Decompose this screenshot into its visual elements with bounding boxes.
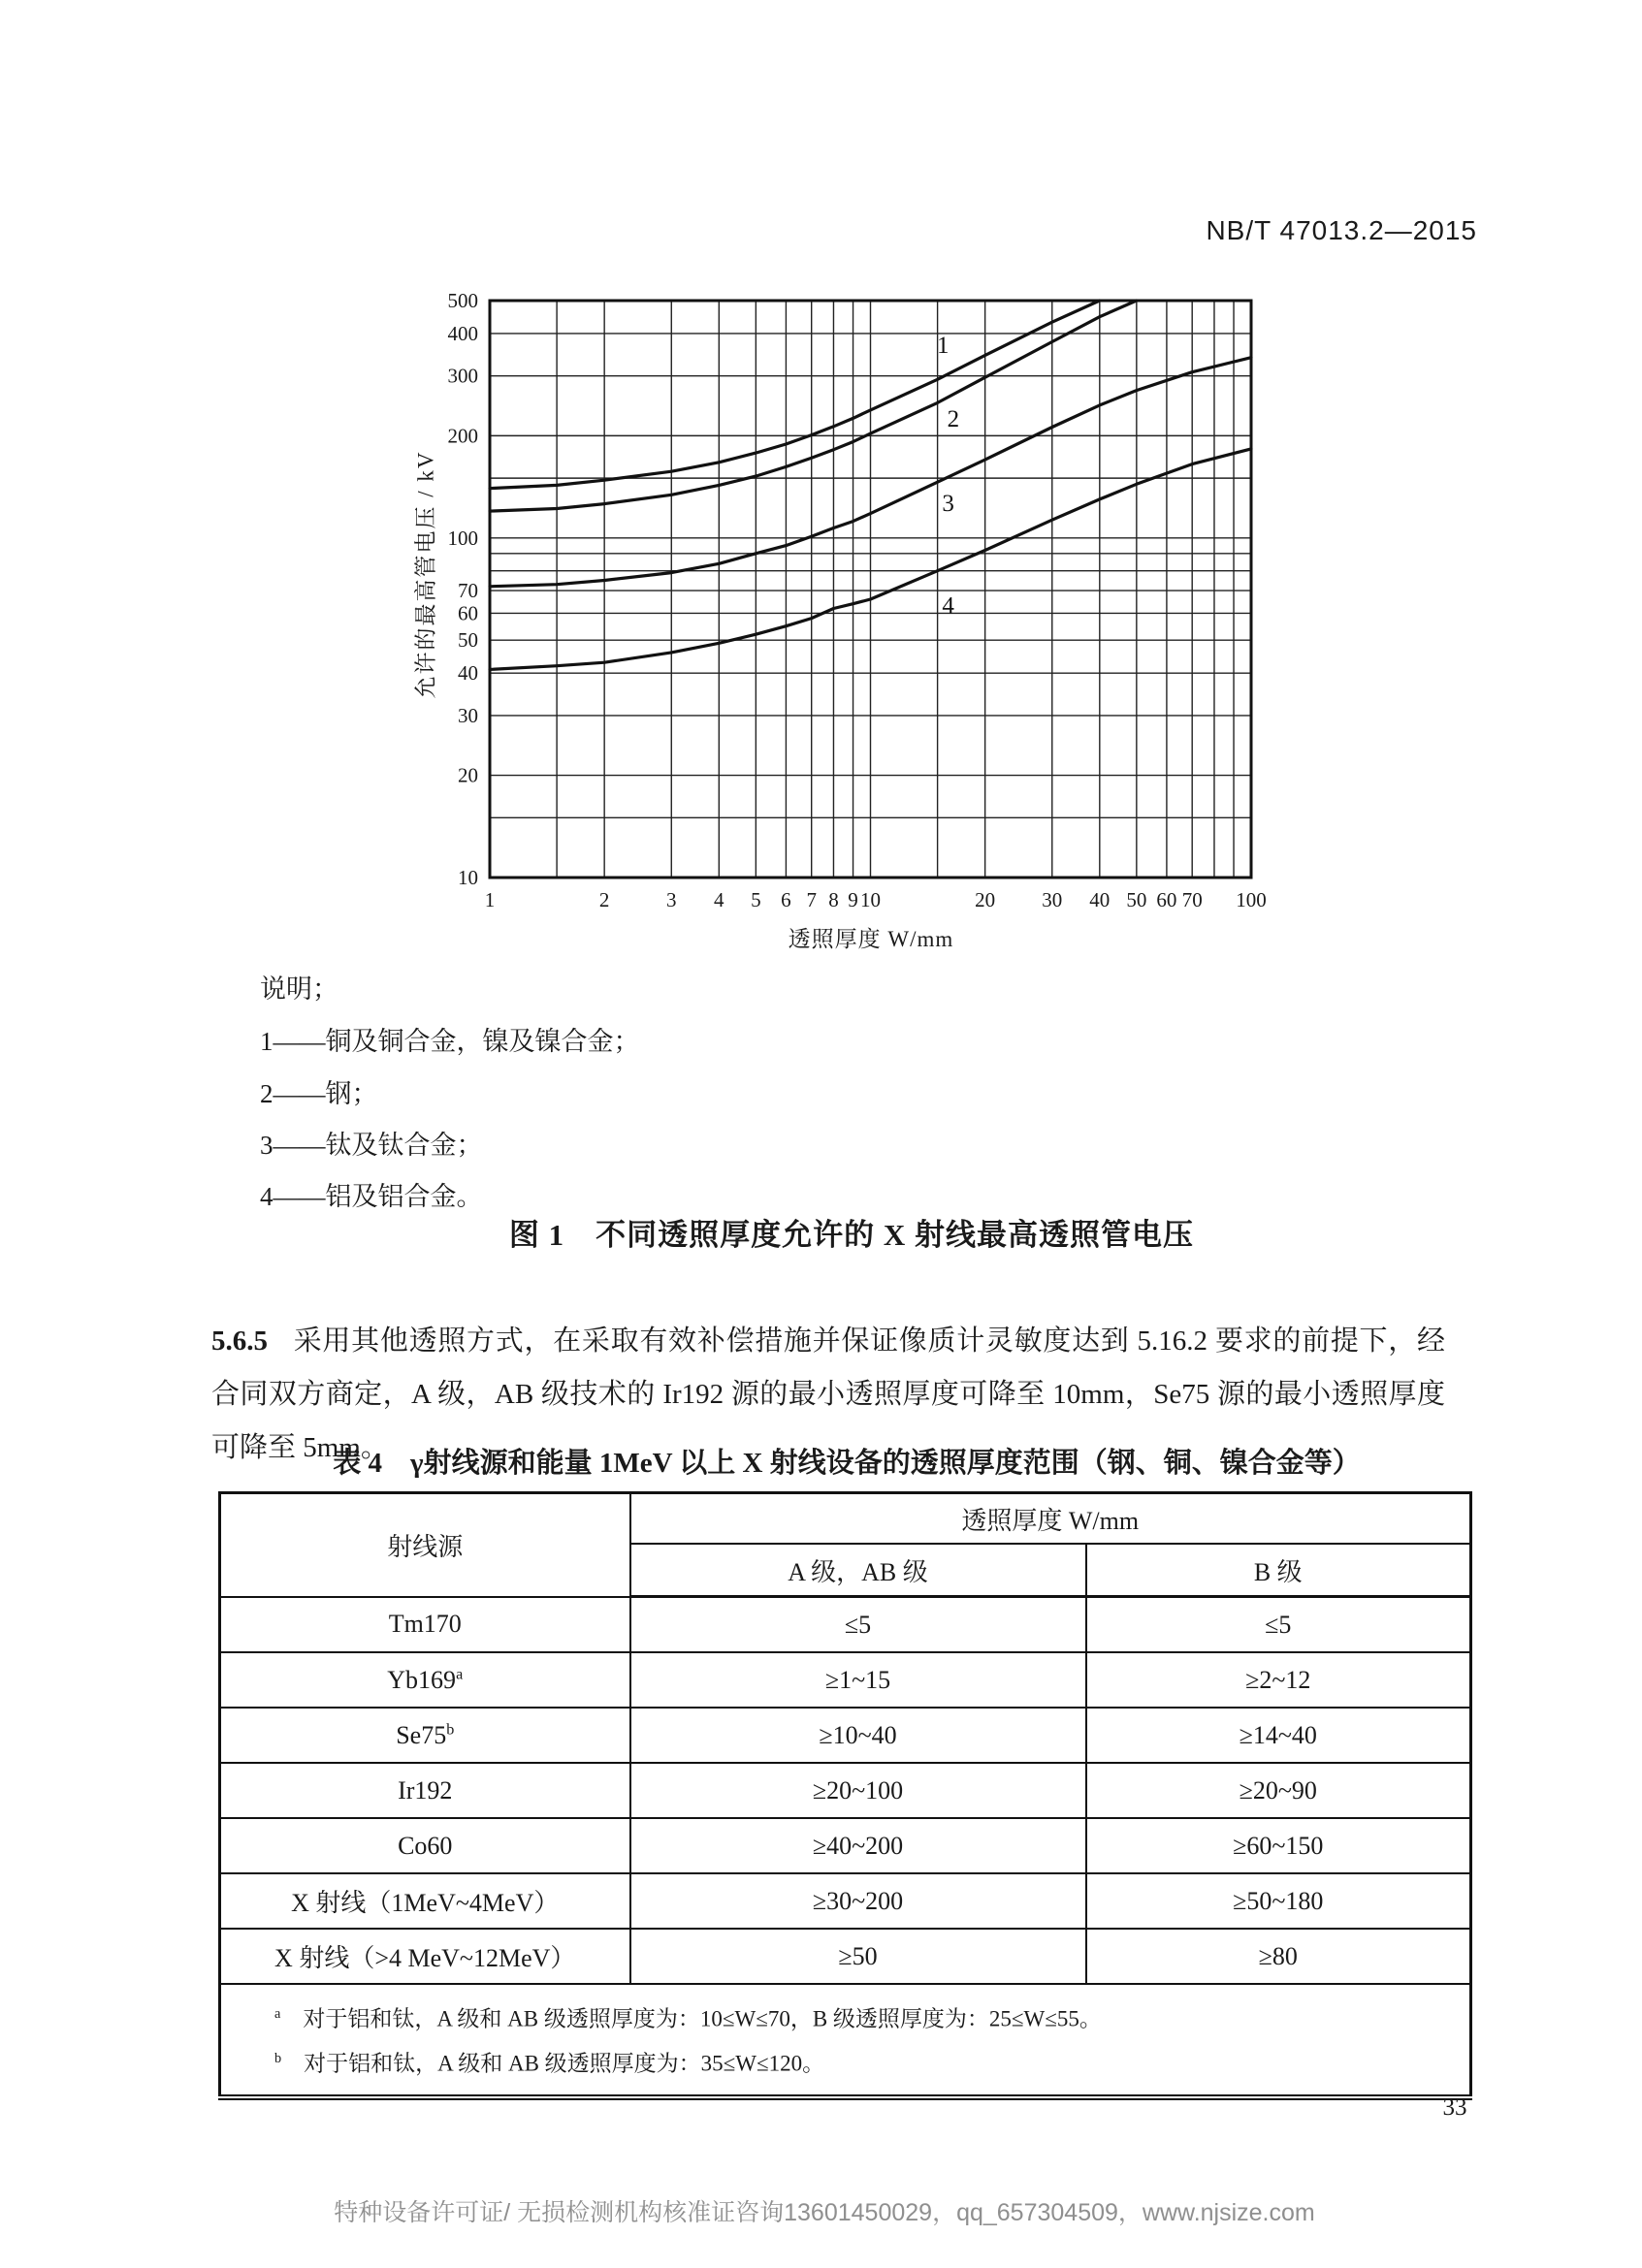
cell-class-a: ≥40~200 <box>630 1818 1086 1873</box>
figure1-legend-item-1: 1——铜及铜合金，镍及镍合金； <box>260 1027 640 1056</box>
cell-class-a: ≤5 <box>630 1597 1086 1653</box>
table-row <box>220 1652 1471 1708</box>
cell-class-b: ≥80 <box>1086 1929 1471 1984</box>
table4-header-thickness: 透照厚度 W/mm <box>630 1493 1471 1545</box>
figure1-legend-title: 说明； <box>260 974 338 1004</box>
table4-header-source: 射线源 <box>220 1493 630 1597</box>
svg-text:300: 300 <box>447 364 478 388</box>
svg-text:10: 10 <box>860 888 881 911</box>
cell-source: X 射线（1MeV~4MeV） <box>220 1873 630 1929</box>
figure1-legend-item-2: 2——钢； <box>260 1079 378 1108</box>
cell-class-a: ≥10~40 <box>630 1708 1086 1763</box>
footnote-a: $^a$ 对于铝和钛，A 级和 AB 级透照厚度为：10≤W≤70，B 级透照厚度为：25≤W≤55。 <box>274 2006 1102 2031</box>
svg-text:3: 3 <box>666 888 677 911</box>
figure1-legend-item-3: 3——钛及钛合金； <box>260 1131 483 1160</box>
cell-source: Co60 <box>220 1818 630 1873</box>
svg-text:500: 500 <box>447 289 478 312</box>
svg-text:100: 100 <box>447 526 478 550</box>
cell-class-b: ≥2~12 <box>1086 1652 1471 1708</box>
svg-text:60: 60 <box>1156 888 1177 911</box>
table4-header-class-a: A 级，AB 级 <box>630 1544 1086 1597</box>
svg-text:2: 2 <box>947 405 960 432</box>
svg-text:40: 40 <box>1089 888 1111 911</box>
svg-text:1: 1 <box>484 888 496 911</box>
table4-footnotes-row <box>220 1984 1471 2097</box>
svg-text:5: 5 <box>751 888 761 911</box>
figure1-legend-item-4: 4——铝及铝合金。 <box>260 1182 483 1211</box>
svg-text:10: 10 <box>458 866 478 889</box>
table4 <box>218 1491 1472 2100</box>
svg-text:4: 4 <box>942 592 954 620</box>
svg-text:40: 40 <box>458 661 478 686</box>
figure1-chart-svg <box>373 273 1304 972</box>
clause-number: 5.6.5 <box>211 1326 268 1357</box>
svg-text:100: 100 <box>1236 888 1267 911</box>
standard-number: NB/T 47013.2—2015 <box>1206 215 1477 245</box>
page-number: 33 <box>1442 2094 1467 2121</box>
figure1-caption: 图 1 不同透照厚度允许的 X 射线最高透照管电压 <box>508 1218 1195 1252</box>
svg-text:50: 50 <box>1126 888 1147 911</box>
svg-text:200: 200 <box>447 424 478 448</box>
svg-text:70: 70 <box>458 579 478 603</box>
y-axis-title: 允许的最高管电压 / kV <box>413 450 438 699</box>
svg-text:60: 60 <box>458 601 478 625</box>
cell-class-b: ≥20~90 <box>1086 1763 1471 1818</box>
table-row <box>220 1818 1471 1873</box>
cell-source: X 射线（>4 MeV~12MeV） <box>220 1929 630 1984</box>
figure1-chart <box>373 273 1304 972</box>
svg-text:30: 30 <box>458 703 478 727</box>
cell-class-b: ≤5 <box>1086 1597 1471 1653</box>
x-axis-title: 透照厚度 W/mm <box>788 927 954 951</box>
footer-watermark: 特种设备许可证/ 无损检测机构核准证咨询13601450029，qq_657304509，www.njsize.com <box>334 2199 1315 2226</box>
cell-class-a: ≥50 <box>630 1929 1086 1984</box>
table4-header-class-b: B 级 <box>1086 1544 1471 1597</box>
table4-footnotes <box>220 1984 1471 2097</box>
svg-text:70: 70 <box>1181 888 1203 911</box>
svg-text:6: 6 <box>781 888 791 911</box>
table-row <box>220 1708 1471 1763</box>
svg-text:4: 4 <box>714 888 724 911</box>
cell-class-a: ≥1~15 <box>630 1652 1086 1708</box>
svg-text:8: 8 <box>828 888 839 911</box>
cell-class-a: ≥20~100 <box>630 1763 1086 1818</box>
cell-class-b: ≥14~40 <box>1086 1708 1471 1763</box>
svg-text:7: 7 <box>806 888 817 911</box>
cell-class-b: ≥60~150 <box>1086 1818 1471 1873</box>
svg-text:3: 3 <box>942 491 954 518</box>
table-row <box>220 1873 1471 1929</box>
footnote-b: $^b$ 对于铝和钛，A 级和 AB 级透照厚度为：35≤W≤120。 <box>274 2050 825 2076</box>
svg-text:1: 1 <box>936 333 950 360</box>
svg-text:50: 50 <box>458 628 478 653</box>
svg-text:9: 9 <box>848 888 858 911</box>
svg-text:20: 20 <box>458 763 478 787</box>
svg-text:2: 2 <box>598 888 610 911</box>
table-row <box>220 1763 1471 1818</box>
cell-source: Se75$^b$ <box>220 1708 630 1763</box>
svg-text:400: 400 <box>447 321 478 345</box>
table-row <box>220 1929 1471 1984</box>
svg-text:30: 30 <box>1042 888 1063 911</box>
cell-source: Yb169$^a$ <box>220 1652 630 1708</box>
clause-text: 采用其他透照方式，在采取有效补偿措施并保证像质计灵敏度达到 5.16.2 要求的前提下，经合同双方商定，A 级，AB 级技术的 Ir192 源的最小透照厚度可降至 10mm，Se75 源的最小透照厚度可降至 5mm。 <box>211 1326 1445 1463</box>
svg-text:20: 20 <box>975 888 996 911</box>
cell-class-a: ≥30~200 <box>630 1873 1086 1929</box>
table-row <box>220 1597 1471 1653</box>
cell-source: Tm170 <box>220 1597 630 1653</box>
cell-class-b: ≥50~180 <box>1086 1873 1471 1929</box>
table4-caption: 表 4 γ射线源和能量 1MeV 以上 X 射线设备的透照厚度范围（钢、铜、镍合金等） <box>333 1448 1361 1479</box>
cell-source: Ir192 <box>220 1763 630 1818</box>
